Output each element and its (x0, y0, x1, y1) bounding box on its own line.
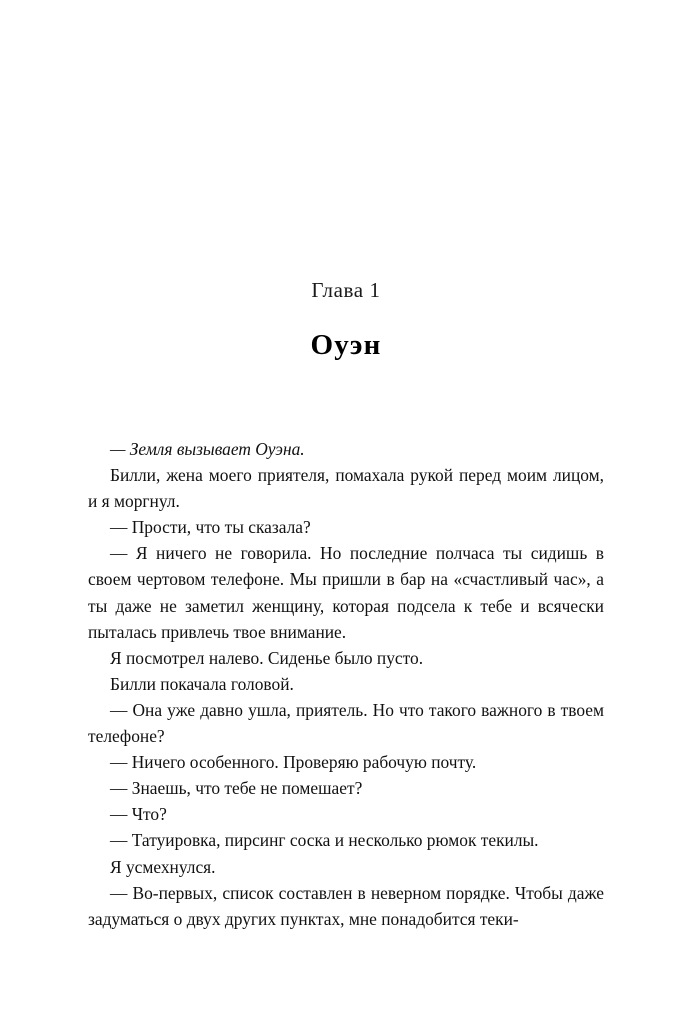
paragraph: — Прости, что ты сказала? (110, 517, 311, 538)
paragraph (88, 436, 604, 462)
paragraph: — Что? (110, 804, 167, 825)
body-text (88, 436, 604, 932)
paragraph: — Я ничего не говорила. Но последние полчаса ты сидишь в своем чертовом телефоне. Мы пришли в бар на «счастливый час», а ты даже не заметил женщину, которая подсела к тебе и всячески пыталась привлечь твое внимание. (88, 543, 604, 642)
paragraph: — Татуировка, пирсинг соска и несколько рюмок текилы. (110, 830, 539, 851)
paragraph: Билли покачала головой. (110, 673, 294, 694)
chapter-title: Оуэн (310, 329, 382, 361)
paragraph: — Во-первых, список составлен в неверном порядке. Чтобы даже задуматься о двух других пунктах, мне понадобится теки- (88, 882, 604, 929)
paragraph: Билли, жена моего приятеля, помахала рукой перед моим лицом, и я моргнул. (88, 465, 604, 512)
page-content (88, 0, 604, 1025)
paragraph: — Ничего особенного. Проверяю рабочую почту. (110, 752, 477, 773)
paragraph: — Знаешь, что тебе не помешает? (110, 778, 363, 799)
paragraph: — Она уже давно ушла, приятель. Но что такого важного в твоем телефоне? (88, 699, 604, 747)
chapter-label: Глава 1 (311, 278, 381, 302)
paragraph: Я посмотрел налево. Сиденье было пусто. (110, 647, 424, 668)
paragraph-italic-lead: — Земля вызывает Оуэна. (110, 439, 305, 459)
paragraph: Я усмехнулся. (110, 856, 216, 877)
